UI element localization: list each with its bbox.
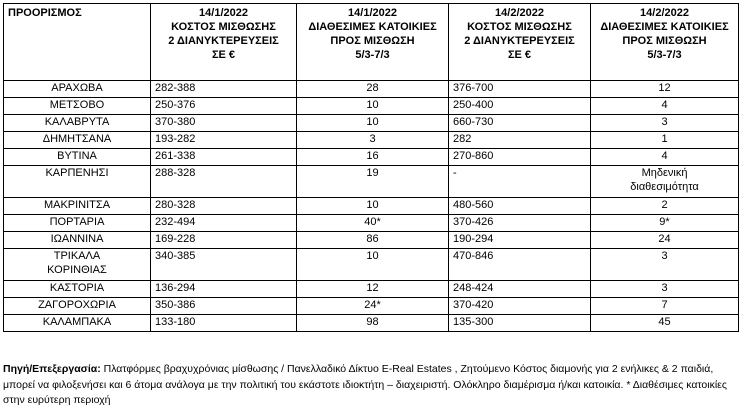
cell-cost-jan: 370-380 <box>151 115 297 132</box>
cell-available-jan: 10 <box>297 249 449 281</box>
cell-cost-feb: 135-300 <box>449 315 591 332</box>
cell-cost-jan: 350-386 <box>151 298 297 315</box>
cell-available-jan: 12 <box>297 281 449 298</box>
cell-available-jan: 24* <box>297 298 449 315</box>
source-label: Πηγή/Επεξεργασία: <box>3 363 101 375</box>
cell-available-feb: 4 <box>591 98 739 115</box>
cell-destination: ΖΑΓΟΡΟΧΩΡΙΑ <box>4 298 151 315</box>
cell-cost-feb: - <box>449 166 591 198</box>
header-available-feb: 14/2/2022 ΔΙΑΘΕΣΙΜΕΣ ΚΑΤΟΙΚΙΕΣ ΠΡΟΣ ΜΙΣΘΩΣΗ 5/3-7/3 <box>591 4 739 81</box>
cell-available-jan: 3 <box>297 132 449 149</box>
cell-available-feb: 3 <box>591 249 739 281</box>
cell-destination: ΙΩΑΝΝΙΝΑ <box>4 232 151 249</box>
rental-table <box>3 3 739 332</box>
cell-available-jan: 28 <box>297 81 449 98</box>
header-row <box>4 4 739 81</box>
cell-available-jan: 98 <box>297 315 449 332</box>
cell-destination: ΚΑΛΑΜΠΑΚΑ <box>4 315 151 332</box>
cell-cost-feb: 248-424 <box>449 281 591 298</box>
cell-destination: ΒΥΤΙΝΑ <box>4 149 151 166</box>
cell-cost-jan: 280-328 <box>151 198 297 215</box>
cell-available-jan: 10 <box>297 98 449 115</box>
cell-cost-feb: 370-420 <box>449 298 591 315</box>
table-row <box>4 198 739 215</box>
cell-cost-feb: 660-730 <box>449 115 591 132</box>
source-text: Πλατφόρμες βραχυχρόνιας μίσθωσης / Πανελλαδικό Δίκτυο E-Real Estates , Ζητούμενο Κόστος διαμονής για 2 ενήλικες & 2 παιδιά, μπορεί να φιλοξενήσει και 6 άτομα ανάλογα με την πολιτική του εκάστοτε ιδιοκτήτη – διαχειριστή. Ολόκληρο διαμέρισμα ή/και κατοικία. * Διαθέσιμες κατοικίες στην ευρύτερη περιοχή <box>3 363 727 406</box>
cell-destination: ΜΑΚΡΙΝΙΤΣΑ <box>4 198 151 215</box>
cell-cost-feb: 376-700 <box>449 81 591 98</box>
cell-available-jan: 86 <box>297 232 449 249</box>
cell-available-feb: 7 <box>591 298 739 315</box>
cell-cost-jan: 136-294 <box>151 281 297 298</box>
cell-available-jan: 10 <box>297 115 449 132</box>
table-row <box>4 215 739 232</box>
cell-cost-jan: 288-328 <box>151 166 297 198</box>
cell-available-feb: 45 <box>591 315 739 332</box>
cell-cost-feb: 270-860 <box>449 149 591 166</box>
cell-available-feb: Μηδενική διαθεσιμότητα <box>591 166 739 198</box>
cell-destination: ΔΗΜΗΤΣΑΝΑ <box>4 132 151 149</box>
cell-cost-jan: 340-385 <box>151 249 297 281</box>
table-row <box>4 132 739 149</box>
table-row <box>4 249 739 281</box>
cell-available-feb: 12 <box>591 81 739 98</box>
cell-cost-feb: 250-400 <box>449 98 591 115</box>
table-row <box>4 166 739 198</box>
table-row <box>4 298 739 315</box>
cell-available-feb: 2 <box>591 198 739 215</box>
cell-destination: ΤΡΙΚΑΛΑ ΚΟΡΙΝΘΙΑΣ <box>4 249 151 281</box>
cell-cost-feb: 370-426 <box>449 215 591 232</box>
header-destination: ΠΡΟΟΡΙΣΜΟΣ <box>4 4 151 81</box>
table-row <box>4 81 739 98</box>
cell-cost-jan: 261-338 <box>151 149 297 166</box>
cell-available-feb: 1 <box>591 132 739 149</box>
cell-cost-feb: 190-294 <box>449 232 591 249</box>
table-row <box>4 315 739 332</box>
cell-destination: ΚΑΣΤΟΡΙΑ <box>4 281 151 298</box>
table-row <box>4 115 739 132</box>
header-cost-feb: 14/2/2022 ΚΟΣΤΟΣ ΜΙΣΘΩΣΗΣ 2 ΔΙΑΝΥΚΤΕΡΕΥΣΕΙΣ ΣΕ € <box>449 4 591 81</box>
cell-available-feb: 9* <box>591 215 739 232</box>
cell-available-jan: 40* <box>297 215 449 232</box>
source-footnote <box>3 362 741 409</box>
cell-cost-jan: 133-180 <box>151 315 297 332</box>
cell-cost-jan: 169-228 <box>151 232 297 249</box>
cell-destination: ΠΟΡΤΑΡΙΑ <box>4 215 151 232</box>
cell-available-feb: 3 <box>591 281 739 298</box>
header-available-jan: 14/1/2022 ΔΙΑΘΕΣΙΜΕΣ ΚΑΤΟΙΚΙΕΣ ΠΡΟΣ ΜΙΣΘΩΣΗ 5/3-7/3 <box>297 4 449 81</box>
table-row <box>4 232 739 249</box>
cell-available-feb: 24 <box>591 232 739 249</box>
cell-destination: ΑΡΑΧΩΒΑ <box>4 81 151 98</box>
table-row <box>4 281 739 298</box>
header-cost-jan: 14/1/2022 ΚΟΣΤΟΣ ΜΙΣΘΩΣΗΣ 2 ΔΙΑΝΥΚΤΕΡΕΥΣΕΙΣ ΣΕ € <box>151 4 297 81</box>
table-row <box>4 149 739 166</box>
cell-destination: ΚΑΛΑΒΡΥΤΑ <box>4 115 151 132</box>
cell-available-feb: 4 <box>591 149 739 166</box>
cell-cost-feb: 480-560 <box>449 198 591 215</box>
cell-cost-jan: 282-388 <box>151 81 297 98</box>
cell-cost-jan: 193-282 <box>151 132 297 149</box>
cell-available-jan: 16 <box>297 149 449 166</box>
cell-cost-feb: 470-846 <box>449 249 591 281</box>
cell-available-jan: 10 <box>297 198 449 215</box>
cell-available-feb: 3 <box>591 115 739 132</box>
cell-cost-jan: 232-494 <box>151 215 297 232</box>
table-row <box>4 98 739 115</box>
cell-available-jan: 19 <box>297 166 449 198</box>
cell-destination: ΜΕΤΣΟΒΟ <box>4 98 151 115</box>
cell-cost-jan: 250-376 <box>151 98 297 115</box>
cell-destination: ΚΑΡΠΕΝΗΣΙ <box>4 166 151 198</box>
cell-cost-feb: 282 <box>449 132 591 149</box>
